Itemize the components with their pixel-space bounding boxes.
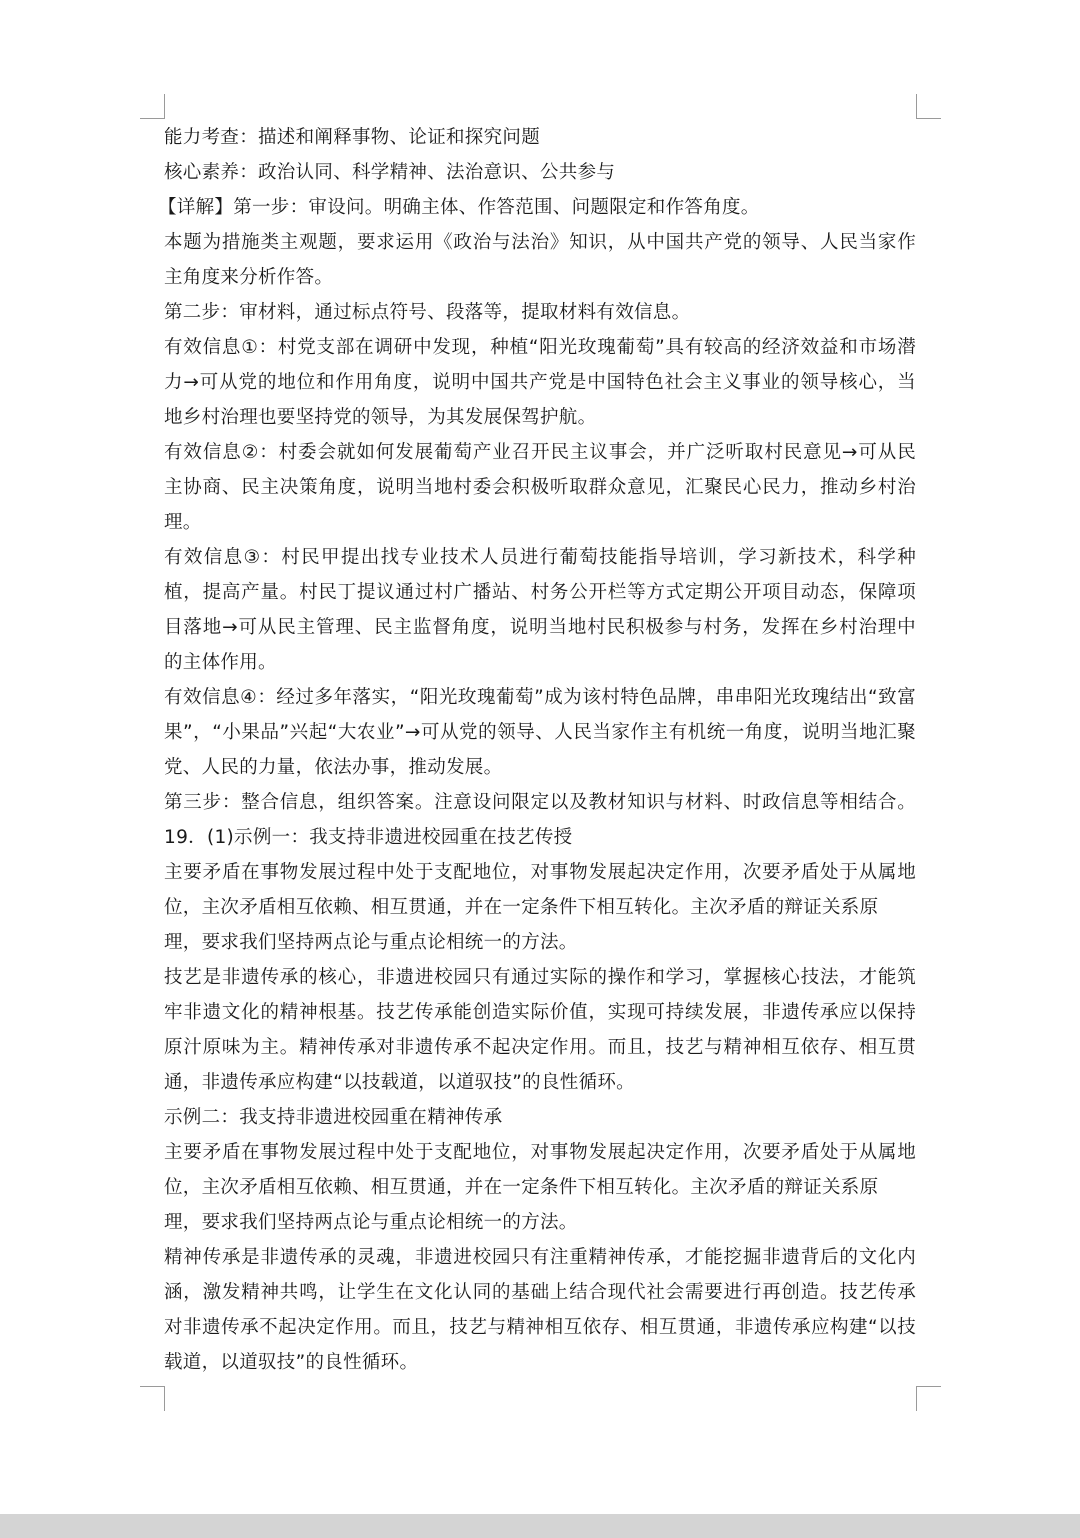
- text-line: 原汁原味为主。精神传承对非遗传承不起决定作用。而且，技艺与精神相互依存、相互贯: [164, 1037, 916, 1058]
- text-line: 力→可从党的地位和作用角度，说明中国共产党是中国特色社会主义事业的领导核心，当: [164, 372, 916, 393]
- text-line: 地乡村治理也要坚持党的领导，为其发展保驾护航。: [164, 407, 597, 428]
- text-line: 精神传承是非遗传承的灵魂，非遗进校园只有注重精神传承，才能挖掘非遗背后的文化内: [164, 1247, 916, 1268]
- text-line: 核心素养：政治认同、科学精神、法治意识、公共参与: [164, 162, 616, 183]
- text-line: 位，主次矛盾相互依赖、相互贯通，并在一定条件下相互转化。主次矛盾的辩证关系原: [164, 1177, 879, 1198]
- text-line: 技艺是非遗传承的核心，非遗进校园只有通过实际的操作和学习，掌握核心技法，才能筑: [164, 967, 916, 988]
- margin-corner-mark-bottom-left: [140, 1386, 165, 1411]
- text-line: 对非遗传承不起决定作用。而且，技艺与精神相互依存、相互贯通，非遗传承应构建“以技: [164, 1317, 916, 1338]
- text-line: 主要矛盾在事物发展过程中处于支配地位，对事物发展起决定作用，次要矛盾处于从属地: [164, 862, 916, 883]
- text-line: 通，非遗传承应构建“以技载道，以道驭技”的良性循环。: [164, 1072, 635, 1093]
- text-line: 党、人民的力量，依法办事，推动发展。: [164, 757, 503, 778]
- text-line: 有效信息②：村委会就如何发展葡萄产业召开民主议事会，并广泛听取村民意见→可从民: [164, 442, 916, 463]
- text-line: 植，提高产量。村民丁提议通过村广播站、村务公开栏等方式定期公开项目动态，保障项: [164, 582, 916, 603]
- text-line: 有效信息④：经过多年落实，“阳光玫瑰葡萄”成为该村特色品牌，串串阳光玫瑰结出“致富: [164, 687, 916, 708]
- text-line: 的主体作用。: [164, 652, 277, 673]
- text-line: 有效信息③：村民甲提出找专业技术人员进行葡萄技能指导培训，学习新技术，科学种: [164, 547, 916, 568]
- text-line: 主角度来分析作答。: [164, 267, 334, 288]
- text-line: 牢非遗文化的精神根基。技艺传承能创造实际价值，实现可持续发展，非遗传承应以保持: [164, 1002, 916, 1023]
- text-line: 能力考查：描述和阐释事物、论证和探究问题: [164, 127, 541, 148]
- text-line: 理，要求我们坚持两点论与重点论相统一的方法。: [164, 1212, 578, 1233]
- text-line: 【详解】第一步：审设问。明确主体、作答范围、问题限定和作答角度。: [158, 197, 760, 218]
- text-line: 主协商、民主决策角度，说明当地村委会积极听取群众意见，汇聚民心民力，推动乡村治: [164, 477, 916, 498]
- text-line: 果”，“小果品”兴起“大农业”→可从党的领导、人民当家作主有机统一角度，说明当地汇聚: [164, 722, 916, 743]
- margin-corner-mark-top-left: [140, 94, 165, 119]
- bottom-scroll-bar: [0, 1514, 1080, 1538]
- text-line: 位，主次矛盾相互依赖、相互贯通，并在一定条件下相互转化。主次矛盾的辩证关系原: [164, 897, 879, 918]
- text-line: 第二步：审材料，通过标点符号、段落等，提取材料有效信息。: [164, 302, 691, 323]
- margin-corner-mark-bottom-right: [916, 1386, 941, 1411]
- text-line: 19．(1)示例一：我支持非遗进校园重在技艺传授: [164, 827, 573, 848]
- text-line: 理，要求我们坚持两点论与重点论相统一的方法。: [164, 932, 578, 953]
- text-line: 有效信息①：村党支部在调研中发现，种植“阳光玫瑰葡萄”具有较高的经济效益和市场潜: [164, 337, 916, 358]
- text-line: 本题为措施类主观题，要求运用《政治与法治》知识，从中国共产党的领导、人民当家作: [164, 232, 916, 253]
- margin-corner-mark-top-right: [916, 94, 941, 119]
- text-line: 涵，激发精神共鸣，让学生在文化认同的基础上结合现代社会需要进行再创造。技艺传承: [164, 1282, 916, 1303]
- text-line: 目落地→可从民主管理、民主监督角度，说明当地村民积极参与村务，发挥在乡村治理中: [164, 617, 916, 638]
- text-line: 理。: [164, 512, 202, 533]
- text-line: 主要矛盾在事物发展过程中处于支配地位，对事物发展起决定作用，次要矛盾处于从属地: [164, 1142, 916, 1163]
- text-line: 载道，以道驭技”的良性循环。: [164, 1352, 419, 1373]
- text-line: 示例二：我支持非遗进校园重在精神传承: [164, 1107, 503, 1128]
- document-body: [158, 120, 916, 1380]
- text-line: 第三步：整合信息，组织答案。注意设问限定以及教材知识与材料、时政信息等相结合。: [164, 792, 916, 813]
